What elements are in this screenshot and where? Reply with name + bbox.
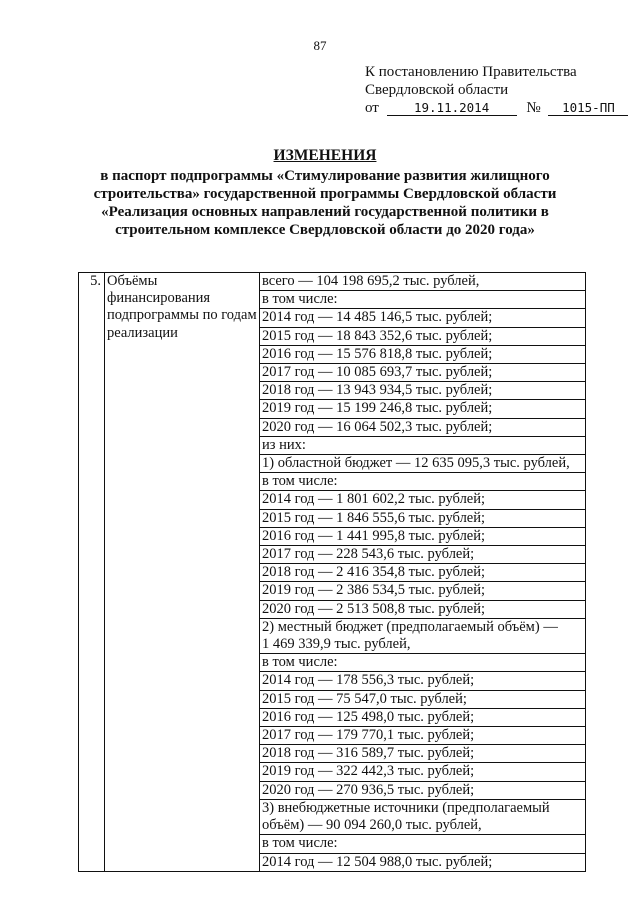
value-line: из них:: [260, 437, 585, 455]
value-line: 2020 год — 2 513 508,8 тыс. рублей;: [260, 601, 585, 619]
title-line-3: «Реализация основных направлений государственной политики в: [101, 204, 549, 220]
value-line: 2014 год — 12 504 988,0 тыс. рублей;: [262, 853, 493, 870]
value-line: 2014 год — 178 556,3 тыс. рублей;: [260, 672, 585, 690]
value-line: 2018 год — 316 589,7 тыс. рублей;: [260, 745, 585, 763]
row-number: 5.: [79, 273, 105, 872]
row-label: Объёмы финансирования подпрограммы по годам реализации: [105, 273, 260, 872]
approval-reference: [365, 99, 628, 117]
value-line: 3) внебюджетные источники (предполагаемый: [262, 799, 550, 816]
value-line: 2020 год — 16 064 502,3 тыс. рублей;: [260, 419, 585, 437]
approval-line-2: Свердловской области: [365, 82, 509, 98]
value-line: в том числе:: [260, 654, 585, 672]
resolution-number: 1015-ПП: [548, 101, 628, 116]
title-line-2: строительства» государственной программы Свердловской области: [93, 186, 557, 202]
value-line: 2018 год — 13 943 934,5 тыс. рублей;: [260, 382, 585, 400]
value-line: 2015 год — 75 547,0 тыс. рублей;: [260, 691, 585, 709]
value-line: 2016 год — 15 576 818,8 тыс. рублей;: [260, 346, 585, 364]
value-line: всего — 104 198 695,2 тыс. рублей,: [260, 273, 585, 291]
approval-block: [365, 63, 628, 117]
value-line: объём) — 90 094 260,0 тыс. рублей,: [260, 817, 585, 835]
value-line: 2019 год — 2 386 534,5 тыс. рублей;: [260, 582, 585, 600]
document-title: [60, 147, 590, 239]
value-line: 2014 год — 14 485 146,5 тыс. рублей;: [260, 309, 585, 327]
date-prefix: от: [365, 100, 379, 116]
financing-table: [78, 272, 586, 872]
resolution-date: 19.11.2014: [387, 101, 517, 116]
value-line: 2019 год — 322 442,3 тыс. рублей;: [260, 763, 585, 781]
approval-line-1: К постановлению Правительства: [365, 64, 577, 80]
title-heading: ИЗМЕНЕНИЯ: [273, 147, 377, 164]
row-values: [260, 273, 586, 872]
value-line: в том числе:: [260, 291, 585, 309]
value-line: в том числе:: [260, 473, 585, 491]
title-line-4: строительном комплексе Свердловской области до 2020 года»: [115, 222, 535, 238]
value-line: 2018 год — 2 416 354,8 тыс. рублей;: [260, 564, 585, 582]
value-line: 2015 год — 1 846 555,6 тыс. рублей;: [260, 510, 585, 528]
value-line: 1) областной бюджет — 12 635 095,3 тыс. рублей,: [260, 455, 585, 473]
title-line-1: в паспорт подпрограммы «Стимулирование развития жилищного: [100, 168, 550, 184]
value-line: 2020 год — 270 936,5 тыс. рублей;: [260, 782, 585, 800]
number-prefix: №: [526, 100, 541, 116]
value-line: 2014 год — 1 801 602,2 тыс. рублей;: [260, 491, 585, 509]
value-line: 2017 год — 228 543,6 тыс. рублей;: [260, 546, 585, 564]
value-line: 2017 год — 10 085 693,7 тыс. рублей;: [260, 364, 585, 382]
value-line: 2015 год — 18 843 352,6 тыс. рублей;: [260, 328, 585, 346]
value-line: 1 469 339,9 тыс. рублей,: [260, 636, 585, 654]
value-line: 2016 год — 125 498,0 тыс. рублей;: [260, 709, 585, 727]
table-row: [79, 273, 586, 872]
value-line: в том числе:: [260, 835, 585, 853]
value-line: 2) местный бюджет (предполагаемый объём) —: [262, 618, 558, 635]
value-line: 2017 год — 179 770,1 тыс. рублей;: [260, 727, 585, 745]
page-number: 87: [313, 38, 327, 53]
value-line: 2019 год — 15 199 246,8 тыс. рублей;: [260, 400, 585, 418]
value-line: 2016 год — 1 441 995,8 тыс. рублей;: [260, 528, 585, 546]
